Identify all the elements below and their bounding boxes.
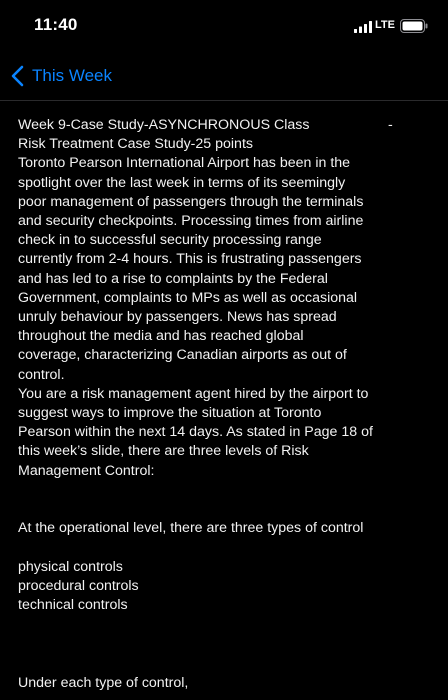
status-bar [0,0,448,52]
cellular-signal-icon [354,21,372,33]
paragraph-line: poor management of passengers through the terminals [18,193,364,210]
paragraph-line: You are a risk management agent hired by the airport to [18,385,369,402]
paragraph-line: Pearson within the next 14 days. As stated in Page 18 of [18,424,373,441]
control-type-item: physical controls [18,559,123,576]
back-button[interactable] [10,62,112,90]
paragraph-line: and has led to a rise to complaints by the Federal [18,270,328,287]
back-button-label: This Week [32,66,112,85]
network-type-label: LTE [375,19,395,31]
status-time: 11:40 [34,15,78,34]
paragraph-line: coverage, characterizing Canadian airports as out of [18,347,347,364]
operational-level-intro: At the operational level, there are three types of control [18,519,364,536]
document-title-row [18,116,432,135]
battery-icon [400,19,428,33]
case-description-paragraph [18,154,432,384]
document-body [18,116,432,693]
control-type-item: technical controls [18,597,128,614]
paragraph-line: suggest ways to improve the situation at Toronto [18,405,322,422]
paragraph-line: Toronto Pearson International Airport has been in the [18,155,351,172]
spacer [18,538,432,558]
control-type-item: procedural controls [18,578,139,595]
spacer [18,481,432,519]
paragraph-line: currently from 2-4 hours. This is frustrating passengers [18,251,362,268]
paragraph-line: Government, complaints to MPs as well as occasional [18,289,358,306]
control-types-list [18,558,432,616]
paragraph-line: and security checkpoints. Processing times from airline [18,213,364,230]
navigation-bar [0,52,448,101]
closing-line: Under each type of control, [18,674,189,691]
paragraph-line: spotlight over the last week in terms of its seemingly [18,174,346,191]
chevron-left-icon [10,65,26,87]
spacer [18,616,432,674]
paragraph-line: throughout the media and has reached global [18,328,304,345]
title-dash: - [388,117,393,133]
document-title: Week 9-Case Study-ASYNCHRONOUS Class [18,117,310,133]
task-paragraph [18,385,432,481]
paragraph-line: this week’s slide, there are three levels of Risk [18,443,309,460]
document-subtitle: Risk Treatment Case Study-25 points [18,136,253,153]
paragraph-line: check in to successful security processing range [18,232,322,249]
paragraph-line: Management Control: [18,462,155,479]
paragraph-line: unruly behaviour by passengers. News has spread [18,309,337,326]
paragraph-line: control. [18,366,65,383]
